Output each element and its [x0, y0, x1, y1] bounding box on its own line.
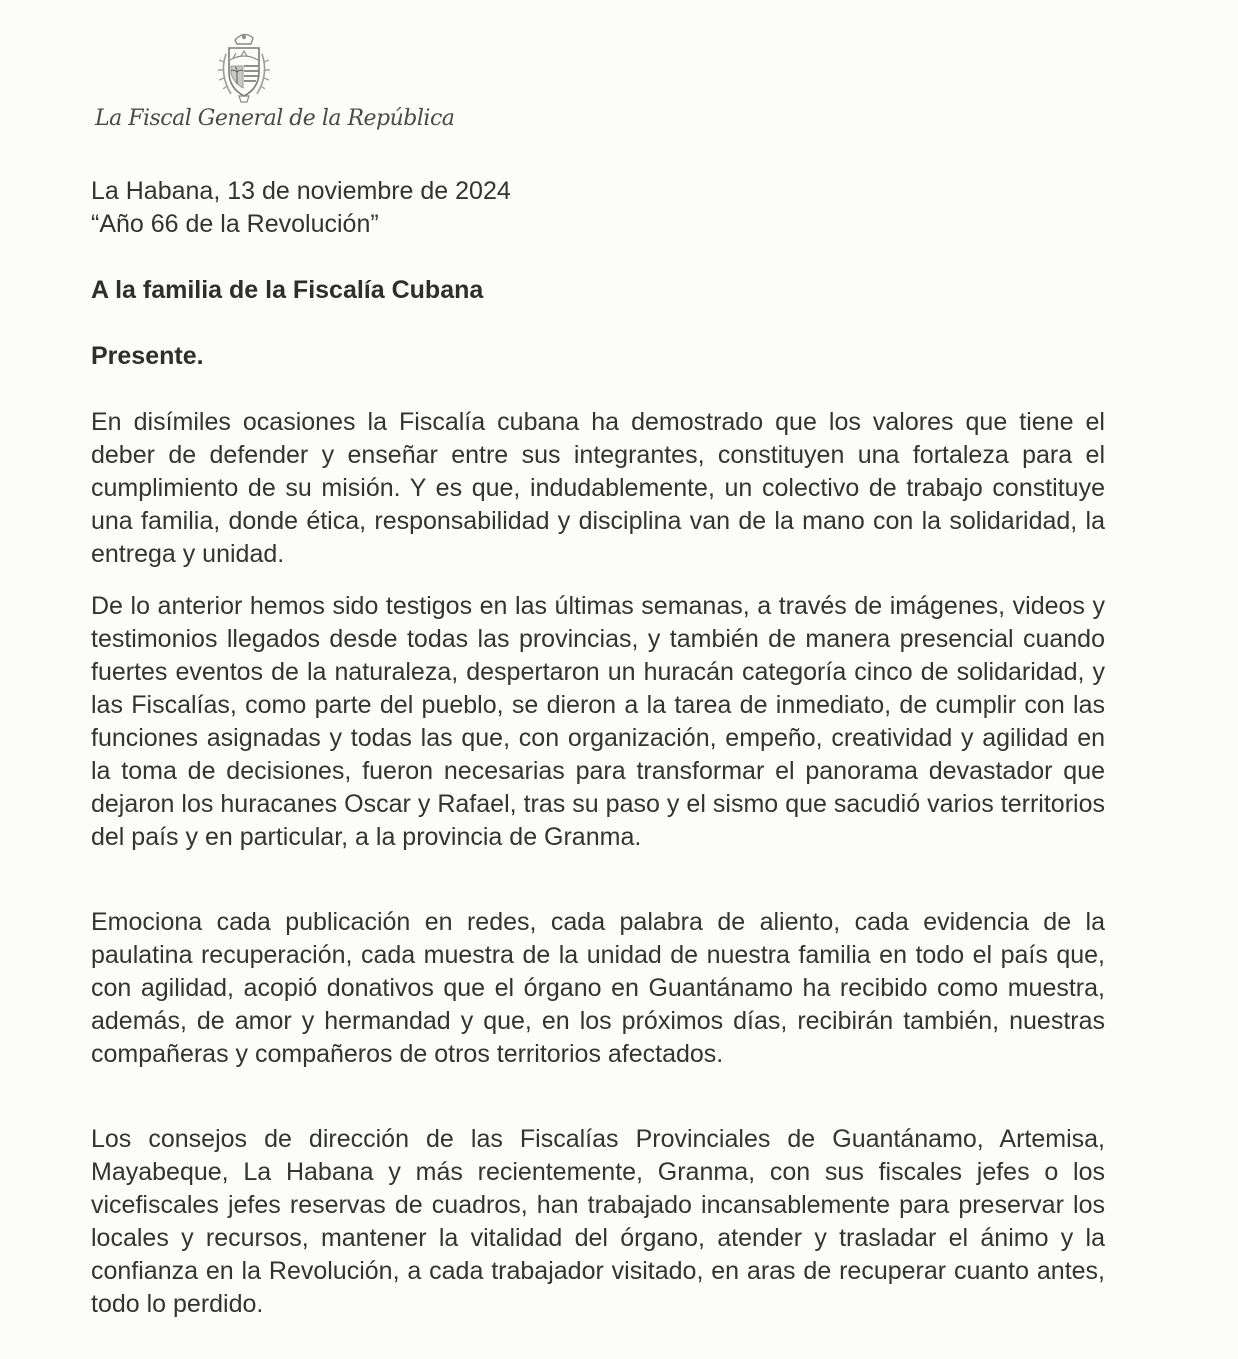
place-date: La Habana, 13 de noviembre de 2024	[91, 177, 511, 205]
letterhead	[95, 28, 455, 148]
salutation-presente: Presente.	[91, 342, 204, 370]
year-motto: “Año 66 de la Revolución”	[91, 210, 379, 238]
paragraph-4: Los consejos de dirección de las Fiscalías Provinciales de Guantánamo, Artemisa, Mayabeque, La Habana y más recientemente, Granma, con sus fiscales jefes o los vicefiscales jefes reservas de cuadros, han trabajado incansablemente para preservar los locales y recursos, mantener la vitalidad del órgano, atender y trasladar el ánimo y la confianza en la Revolución, a cada trabajador visitado, en aras de recuperar cuanto antes, todo lo perdido.	[91, 1125, 1105, 1318]
letterhead-title: La Fiscal General de la República	[95, 106, 455, 131]
coat-of-arms-icon	[213, 28, 275, 106]
paragraph-1: En disímiles ocasiones la Fiscalía cubana ha demostrado que los valores que tiene el deber de defender y enseñar entre sus integrantes, constituyen una fortaleza para el cumplimiento de su misión. Y es que, indudablemente, un colectivo de trabajo constituye una familia, donde ética, responsabilidad y disciplina van de la mano con la solidaridad, la entrega y unidad.	[91, 408, 1105, 568]
recipient-line: A la familia de la Fiscalía Cubana	[91, 276, 484, 304]
paragraph-3: Emociona cada publicación en redes, cada palabra de aliento, cada evidencia de la paulatina recuperación, cada muestra de la unidad de nuestra familia en todo el país que, con agilidad, acopió donativos que el órgano en Guantánamo ha recibido como muestra, además, de amor y hermandad y que, en los próximos días, recibirán también, nuestras compañeras y compañeros de otros territorios afectados.	[91, 908, 1105, 1068]
paragraph-2: De lo anterior hemos sido testigos en las últimas semanas, a través de imágenes, videos y testimonios llegados desde todas las provincias, y también de manera presencial cuando fuertes eventos de la naturaleza, despertaron un huracán categoría cinco de solidaridad, y las Fiscalías, como parte del pueblo, se dieron a la tarea de inmediato, de cumplir con las funciones asignadas y todas las que, con organización, empeño, creatividad y agilidad en la toma de decisiones, fueron necesarias para transformar el panorama devastador que dejaron los huracanes Oscar y Rafael, tras su paso y el sismo que sacudió varios territorios del país y en particular, a la provincia de Granma.	[91, 592, 1105, 851]
